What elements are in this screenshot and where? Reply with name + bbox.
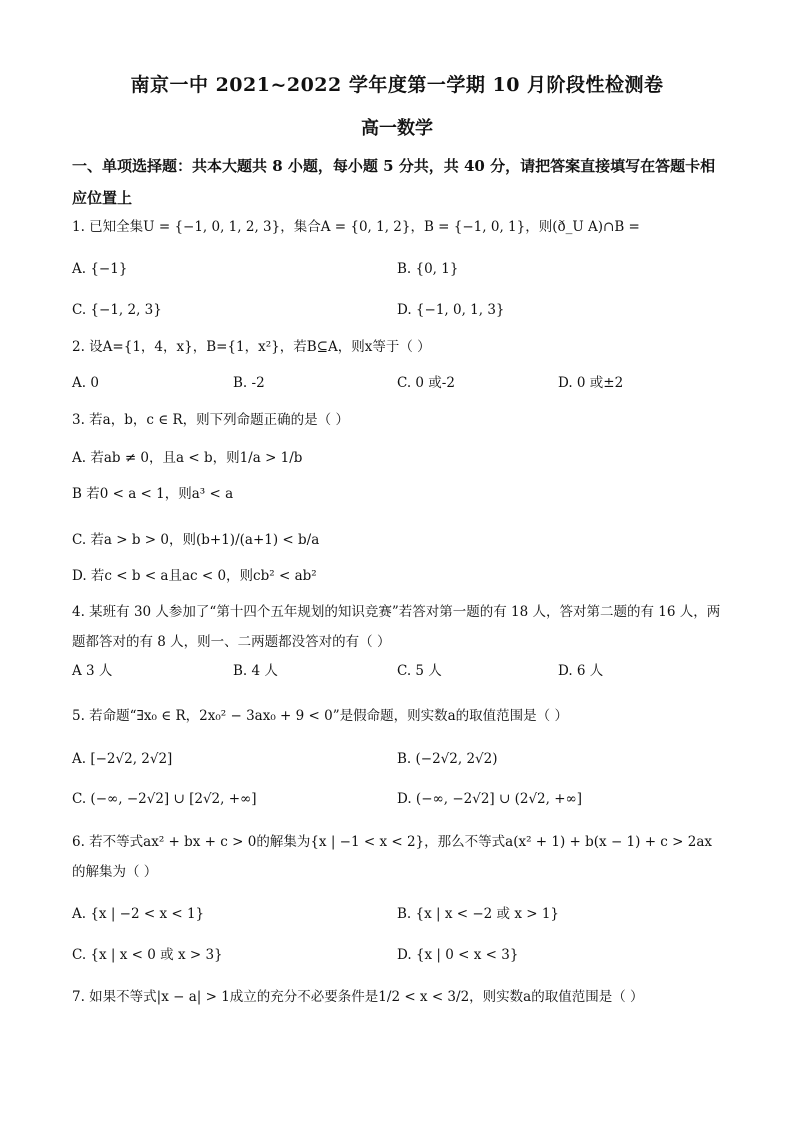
exam-subtitle: 高一数学 bbox=[361, 118, 433, 139]
q1-option-a: A. {−1} bbox=[72, 261, 128, 277]
q2-option-a: A. 0 bbox=[72, 375, 99, 391]
q6-option-a: A. {x | −2 < x < 1} bbox=[72, 906, 205, 922]
q4-option-d: D. 6 人 bbox=[558, 663, 604, 679]
q3-option-c: C. 若a > b > 0，则(b+1)/(a+1) < b/a bbox=[72, 532, 320, 548]
q1-option-c: C. {−1, 2, 3} bbox=[72, 302, 162, 318]
q6-option-d: D. {x | 0 < x < 3} bbox=[397, 947, 519, 963]
exam-title: 南京一中 2021~2022 学年度第一学期 10 月阶段性检测卷 bbox=[130, 74, 664, 96]
q1-option-b: B. {0, 1} bbox=[397, 261, 459, 277]
q5-option-a: A. [−2√2, 2√2] bbox=[72, 751, 173, 767]
question-6: 6. 若不等式ax² + bx + c > 0的解集为{x | −1 < x < 2}，那么不等式a(x² + 1) + b(x − 1) + c > 2ax的解集为（ ） bbox=[72, 834, 713, 880]
q2-option-c: C. 0 或-2 bbox=[397, 375, 455, 391]
question-5: 5. 若命题“∃x₀ ∈ R，2x₀² − 3ax₀ + 9 < 0”是假命题，则实数a的取值范围是（ ） bbox=[72, 708, 568, 724]
q5-option-d: D. (−∞, −2√2] ∪ (2√2, +∞] bbox=[397, 791, 583, 807]
q3-option-b: B 若0 < a < 1，则a³ < a bbox=[72, 486, 234, 502]
question-4: 4. 某班有 30 人参加了“第十四个五年规划的知识竞赛”若答对第一题的有 18 人，答对第二题的有 16 人，两题都答对的有 8 人，则一、二两题都没答对的有（ ） bbox=[72, 604, 721, 650]
q3-option-a: A. 若ab ≠ 0，且a < b，则1/a > 1/b bbox=[72, 450, 303, 466]
q5-option-c: C. (−∞, −2√2] ∪ [2√2, +∞] bbox=[72, 791, 257, 807]
question-1: 1. 已知全集U = {−1, 0, 1, 2, 3}，集合A = {0, 1, 2}，B = {−1, 0, 1}，则(ð_U A)∩B = bbox=[72, 219, 640, 235]
q2-option-d: D. 0 或±2 bbox=[558, 375, 624, 391]
q3-option-d: D. 若c < b < a且ac < 0，则cb² < ab² bbox=[72, 568, 317, 584]
section-heading: 一、单项选择题：共本大题共 8 小题，每小题 5 分共，共 40 分，请把答案直接填写在答题卡相应位置上 bbox=[72, 157, 716, 207]
q6-option-c: C. {x | x < 0 或 x > 3} bbox=[72, 947, 223, 963]
q1-option-d: D. {−1, 0, 1, 3} bbox=[397, 302, 505, 318]
question-2: 2. 设A={1，4，x}，B={1，x²}，若B⊆A，则x等于（ ） bbox=[72, 339, 431, 355]
q4-option-b: B. 4 人 bbox=[233, 663, 278, 679]
q2-option-b: B. -2 bbox=[233, 375, 265, 391]
q5-option-b: B. (−2√2, 2√2) bbox=[397, 751, 498, 767]
q6-option-b: B. {x | x < −2 或 x > 1} bbox=[397, 906, 560, 922]
q4-option-c: C. 5 人 bbox=[397, 663, 442, 679]
question-3: 3. 若a，b，c ∈ R，则下列命题正确的是（ ） bbox=[72, 412, 349, 428]
q4-option-a: A 3 人 bbox=[72, 663, 113, 679]
question-7: 7. 如果不等式|x − a| > 1成立的充分不必要条件是1/2 < x < 3/2，则实数a的取值范围是（ ） bbox=[72, 989, 644, 1005]
